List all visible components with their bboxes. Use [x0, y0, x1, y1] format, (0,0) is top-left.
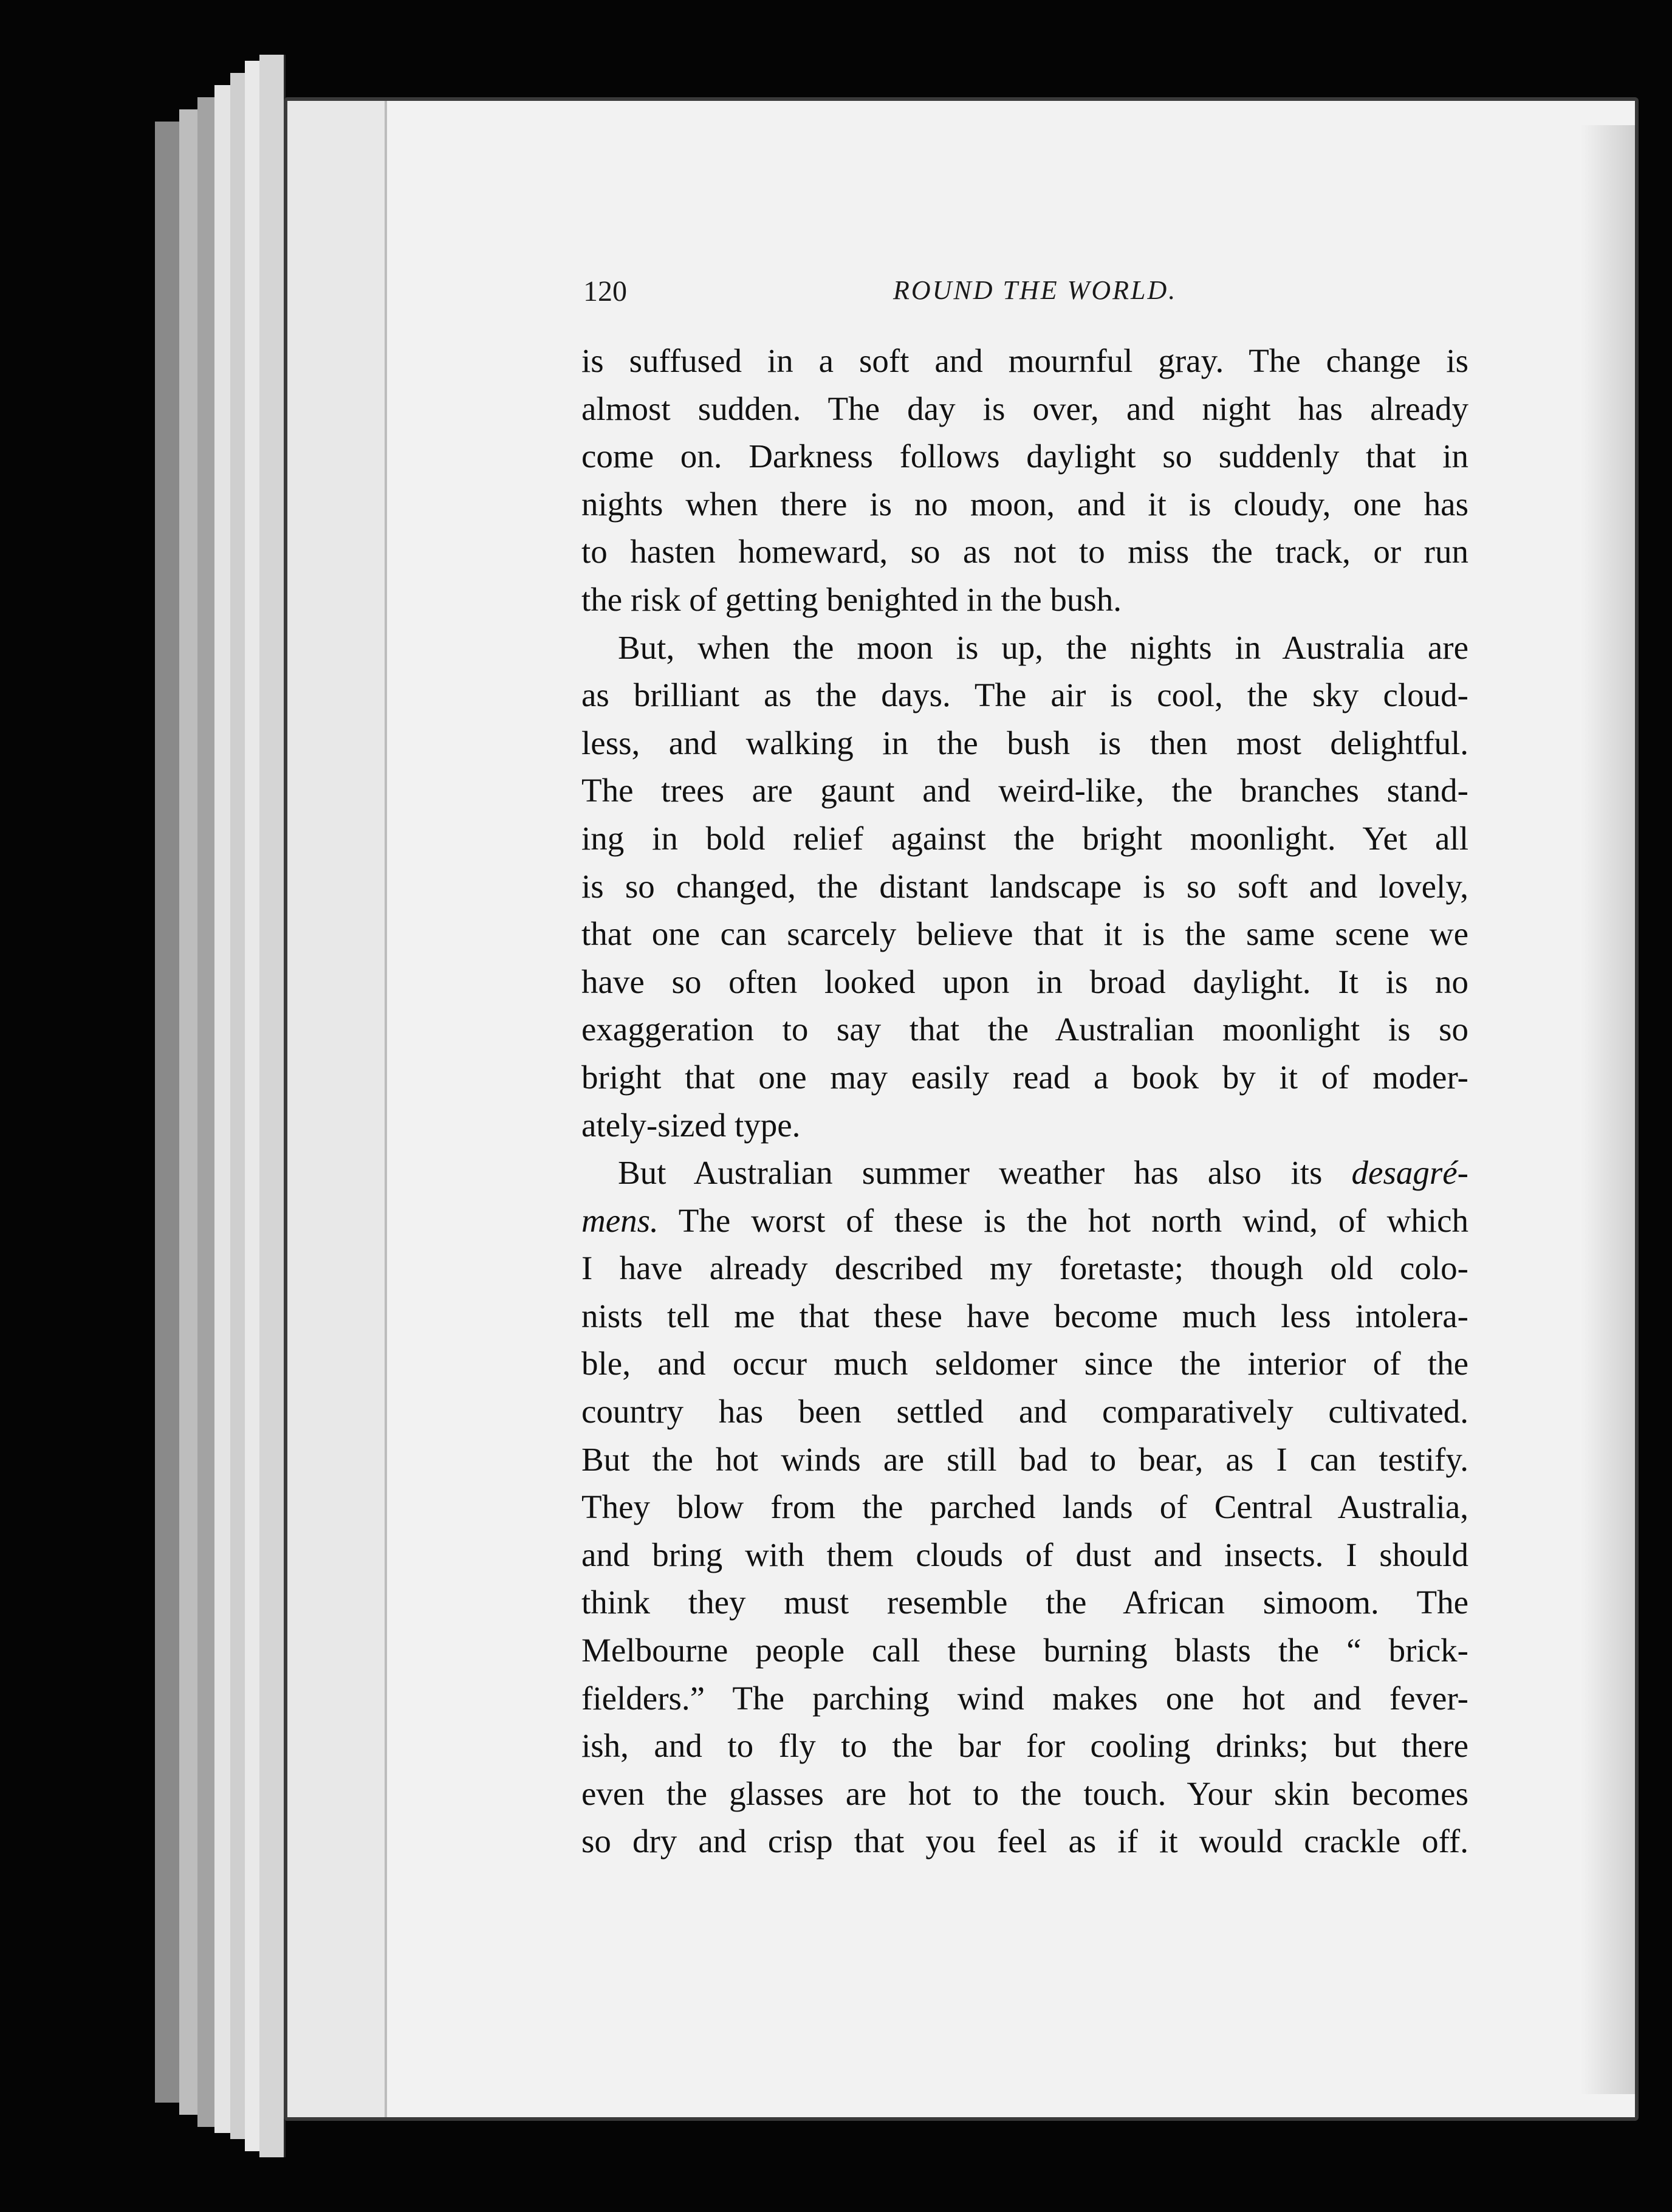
italic-word: desagré- [1351, 1154, 1468, 1192]
page-edge [259, 55, 286, 2157]
text-line: have so often looked upon in broad daylight. It is no [581, 963, 1468, 1000]
text-line: But, when the moon is up, the nights in Australia are [618, 628, 1468, 666]
text-line: so dry and crisp that you feel as if it would crackle off. [581, 1822, 1468, 1860]
text-line: Melbourne people call these burning blasts the “ brick- [581, 1632, 1468, 1669]
running-head [583, 275, 1470, 317]
text-line: come on. Darkness follows daylight so suddenly that in [581, 438, 1468, 475]
page-edge [214, 85, 232, 2133]
italic-word: mens. [581, 1201, 659, 1239]
text-line: ately-sized type. [581, 1106, 801, 1144]
text-span: The worst of these is the hot north wind, of which [658, 1201, 1468, 1239]
text-line: ble, and occur much seldomer since the interior of the [581, 1345, 1468, 1382]
text-line: and bring with them clouds of dust and insects. I should [581, 1536, 1468, 1573]
text-line: They blow from the parched lands of Central Australia, [581, 1488, 1468, 1526]
text-line: as brilliant as the days. The air is cool, the sky cloud- [581, 676, 1468, 714]
text-line [581, 1197, 1468, 1245]
text-line: that one can scarcely believe that it is the same scene we [581, 915, 1468, 953]
page-edge [197, 97, 216, 2127]
text-line: ish, and to fly to the bar for cooling drinks; but there [581, 1727, 1468, 1765]
text-line: bright that one may easily read a book by it of moder- [581, 1058, 1468, 1096]
page-shadow [1580, 125, 1635, 2094]
page-gutter [287, 101, 387, 2117]
text-line: is suffused in a soft and mournful gray. The change is [581, 342, 1468, 379]
text-line: nists tell me that these have become much less intolera- [581, 1297, 1468, 1334]
text-line [581, 1149, 1468, 1197]
text-line: almost sudden. The day is over, and night has already [581, 390, 1468, 427]
text-line: country has been settled and comparatively cultivated. [581, 1393, 1468, 1431]
text-line: is so changed, the distant landscape is so soft and lovely, [581, 867, 1468, 905]
body-text [581, 337, 1468, 1866]
text-line: exaggeration to say that the Australian moonlight is so [581, 1011, 1468, 1048]
text-line: I have already described my foretaste; though old colo- [581, 1249, 1468, 1287]
page-edge [230, 73, 247, 2139]
page-edge [179, 109, 199, 2115]
text-line: the risk of getting benighted in the bush. [581, 580, 1122, 618]
text-line: think they must resemble the African simoom. The [581, 1584, 1468, 1621]
running-title: ROUND THE WORLD. [893, 275, 1177, 305]
text-line: ing in bold relief against the bright moonlight. Yet all [581, 819, 1468, 857]
text-line: less, and walking in the bush is then most delightful. [581, 724, 1468, 761]
page-edge [245, 61, 261, 2151]
text-line: The trees are gaunt and weird-like, the branches stand- [581, 772, 1468, 809]
text-line: to hasten homeward, so as not to miss the track, or run [581, 533, 1468, 571]
text-line: even the glasses are hot to the touch. Your skin becomes [581, 1774, 1468, 1812]
text-line: But the hot winds are still bad to bear, as I can testify. [581, 1440, 1468, 1478]
page-edge [155, 122, 181, 2103]
text-line: fielders.” The parching wind makes one hot and fever- [581, 1679, 1468, 1717]
text-span: But Australian summer weather has also its [618, 1154, 1352, 1192]
text-line: nights when there is no moon, and it is cloudy, one has [581, 485, 1468, 523]
page-number: 120 [583, 275, 627, 307]
